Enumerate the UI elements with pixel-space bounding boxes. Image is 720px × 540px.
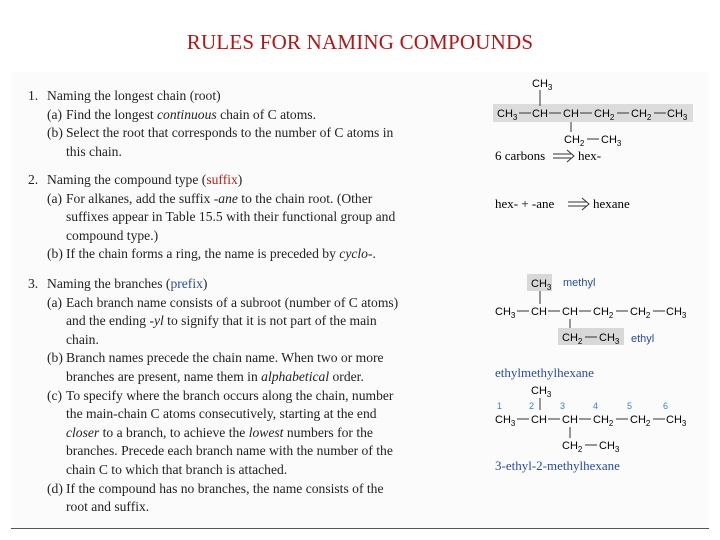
rule-heading-text: ): [202, 276, 208, 291]
item-text: branches. Precede each branch name with the number of the: [66, 443, 393, 459]
item-label: (a): [47, 106, 63, 122]
atom-label: CH: [531, 306, 547, 318]
rule-heading-text: Naming the longest chain (root): [47, 88, 221, 103]
item-text: root and suffix.: [66, 499, 150, 515]
item-label: (d): [47, 480, 63, 496]
item-text: Select the root that corresponds to the number of C atoms in: [66, 125, 394, 141]
atom-label: $CH_2$: [593, 414, 614, 428]
atom-label: $CH_3$: [532, 78, 553, 92]
item-text: chain C to which that branch is attached.: [66, 461, 288, 477]
atom-label: $CH_3$: [666, 306, 687, 320]
branch-name-label: methyl: [563, 277, 596, 289]
atom-label: $CH_2$: [593, 306, 614, 320]
chain-number: 5: [627, 401, 633, 411]
item-label: (b): [47, 350, 63, 366]
compound-name-final: 3-ethyl-2-methylhexane: [495, 458, 620, 473]
item-text: order.: [329, 368, 364, 384]
atom-label: $CH_3$: [601, 134, 622, 148]
atom-label: $CH_2$: [630, 306, 651, 320]
atom-label: $CH_2$: [562, 440, 583, 454]
item-text: Each branch name consists of a subroot (number of C atoms): [66, 294, 399, 310]
item-text: compound type.): [66, 227, 159, 243]
item-label: (c): [47, 387, 63, 403]
item-text: numbers for the: [283, 424, 373, 440]
atom-label: $CH_3$: [495, 414, 516, 428]
prefix-keyword: prefix: [170, 276, 203, 291]
atom-label: $CH_3$: [599, 332, 620, 346]
item-text: to the chain root. (Other: [237, 190, 373, 206]
rule-number: 2.: [28, 172, 39, 187]
root-suffix-sum: hex- + -ane: [495, 196, 555, 211]
item-text: this chain.: [66, 143, 122, 159]
item-label: (b): [47, 246, 63, 262]
structure-numbered: [495, 385, 687, 454]
structure-branches: [495, 274, 687, 346]
item-text: To specify where the branch occurs along the chain, number: [66, 387, 394, 403]
atom-label: CH: [563, 108, 579, 120]
item-text: Find the longest: [66, 106, 158, 122]
item-label: (a): [47, 294, 63, 310]
item-text-emphasis: cyclo-: [339, 246, 373, 262]
item-text: suffixes appear in Table 15.5 with their functional group and: [66, 209, 396, 225]
atom-label: $CH_2$: [564, 134, 585, 148]
atom-label: $CH_3$: [497, 108, 518, 122]
atom-label: $CH_2$: [562, 332, 583, 346]
item-text-emphasis: -ane: [213, 190, 238, 206]
atom-label: $CH_3$: [599, 440, 620, 454]
atom-label: CH: [562, 414, 578, 426]
atom-label: $CH_2$: [630, 414, 651, 428]
item-text: to signify that it is not part of the main: [163, 313, 377, 329]
item-text: chain.: [66, 331, 99, 347]
item-text-emphasis: continuous: [157, 106, 217, 122]
item-text-emphasis: -yl: [149, 313, 164, 329]
atom-label: $CH_3$: [495, 306, 516, 320]
structure-root-chain: [493, 78, 693, 148]
branch-name-label: ethyl: [631, 333, 655, 345]
item-text: branches are present, name them in: [66, 368, 262, 384]
root-label: hex-: [578, 148, 602, 163]
rule-number: 3.: [28, 276, 39, 291]
atom-label: $CH_2$: [594, 108, 615, 122]
atom-label: $CH_3$: [666, 414, 687, 428]
item-text: If the compound has no branches, the name consists of the: [66, 480, 384, 496]
compound-name: hexane: [593, 196, 630, 211]
slide-title: RULES FOR NAMING COMPOUNDS: [186, 30, 534, 54]
double-arrow-icon: [553, 150, 574, 162]
rule-heading-text: Naming the branches (: [47, 276, 171, 291]
item-text: For alkanes, add the suffix: [66, 190, 214, 206]
item-text-emphasis: lowest: [248, 424, 284, 440]
atom-label: CH: [531, 414, 547, 426]
rule-heading-text: ): [237, 172, 243, 187]
item-text-emphasis: alphabetical: [261, 368, 330, 384]
atom-label: $CH_3$: [667, 108, 688, 122]
atom-label: $CH_3$: [531, 385, 552, 399]
item-label: (a): [47, 190, 63, 206]
chain-number: 4: [593, 401, 599, 411]
rule-number: 1.: [28, 88, 39, 103]
item-text: If the chain forms a ring, the name is preceded by: [66, 246, 340, 262]
item-text: chain of C atoms.: [216, 106, 316, 122]
item-text-emphasis: closer: [66, 424, 100, 440]
item-text: and the ending: [66, 313, 150, 329]
atom-label: CH: [562, 306, 578, 318]
chain-number: 6: [663, 401, 669, 411]
item-text: Branch names precede the chain name. When two or more: [66, 350, 384, 366]
chain-number: 1: [497, 401, 503, 411]
root-plus-suffix: [495, 196, 630, 211]
item-text: the main-chain C atoms consecutively, starting at the end: [66, 406, 377, 422]
atom-label: $CH_2$: [631, 108, 652, 122]
double-arrow-icon: [568, 198, 589, 210]
carbons-to-root: [495, 148, 601, 163]
atom-label: $CH_3$: [531, 278, 552, 292]
rule-heading-text: Naming the compound type (: [47, 172, 207, 187]
chain-number: 2: [529, 401, 535, 411]
atom-label: CH: [532, 108, 548, 120]
structure-figure: [11, 72, 709, 528]
item-label: (b): [47, 125, 63, 141]
item-text: to a branch, to achieve the: [99, 424, 249, 440]
suffix-keyword: suffix: [206, 172, 238, 187]
carbons-count-label: 6 carbons: [495, 148, 546, 163]
compound-name-unnumbered: ethylmethylhexane: [495, 365, 594, 380]
chain-number: 3: [560, 401, 566, 411]
content-panel: [11, 72, 709, 529]
item-text: .: [372, 246, 376, 262]
